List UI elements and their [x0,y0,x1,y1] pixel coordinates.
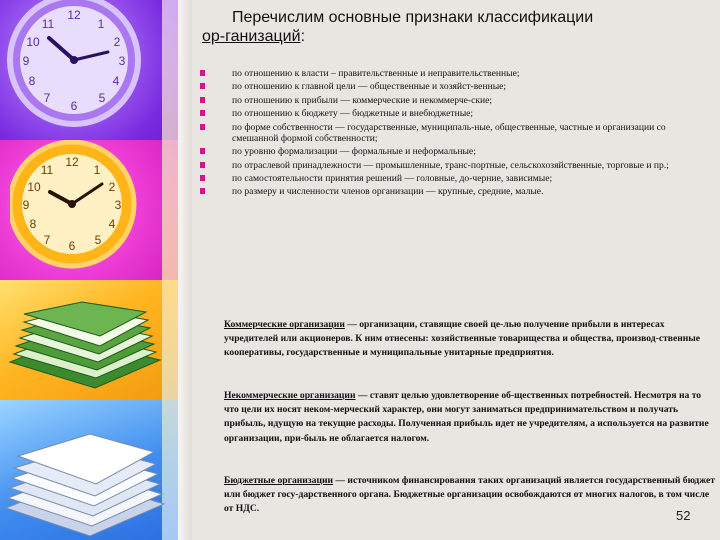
title-underlined-word: ор-ганизаций [202,28,301,45]
paper-stack-white-icon [0,412,170,540]
list-item-text: по отношению к главной цели — общественные и хозяйст-венные; [232,81,507,93]
bullet-square-icon [200,188,205,194]
svg-text:1: 1 [93,163,101,177]
orange-clock-icon [10,140,142,272]
bullet-square-icon [200,175,205,181]
list-item-text: по самостоятельности принятия решений — головные, до-черние, зависимые; [232,172,553,184]
svg-text:11: 11 [41,17,55,31]
svg-text:11: 11 [40,163,54,177]
svg-text:5: 5 [98,91,106,105]
svg-text:3: 3 [118,54,126,68]
commercial-org-paragraph [224,318,716,361]
page-number: 52 [676,508,691,523]
svg-text:7: 7 [43,91,51,105]
title-line1: Перечислим основные признаки классификации [232,9,594,26]
svg-text:12: 12 [65,155,79,169]
bullet-square-icon [200,97,205,103]
paragraph-term: Бюджетные организации [224,475,334,486]
svg-text:12: 12 [67,8,81,22]
list-item [200,186,714,197]
paragraph-text: — организации, ставящие своей це-лью получение прибыли в интересах учредителей или акционеров. К ним отнесены: хозяйственные товарищества и общества, производ-ственные кооперативы, государственные и муниципальные унитарные предприятия. [224,319,701,359]
list-item [200,95,714,106]
list-item [200,160,714,171]
classification-list [200,68,714,200]
svg-text:10: 10 [27,180,41,194]
list-item-text: по форме собственности — государственные, муниципаль-ные, общественные, частные и организации со смешанной формой собственности; [232,121,666,144]
paragraph-term: Коммерческие организации [224,319,345,330]
decorative-collage [0,0,178,540]
list-item-text: по отношению к бюджету — бюджетные и внебюджетные; [232,108,474,120]
list-item-text: по отраслевой принадлежности — промышленные, транс-портные, сельскохозяйственные, торговые и пр.; [232,159,669,171]
paragraph-term: Некоммерческие организации [224,390,356,401]
slide-title [202,8,702,46]
svg-text:8: 8 [29,217,37,231]
budget-org-paragraph [224,474,716,517]
paragraph-text: — источником финансирования таких организаций является государственный бюджет или бюджет госу-дарственного органа. Бюджетные организации освобождаются от многих налогов, в том числе от НДС. [224,475,716,515]
list-item [200,122,714,144]
bullet-square-icon [200,162,205,168]
bullet-square-icon [200,124,205,130]
svg-text:9: 9 [22,198,30,212]
svg-text:3: 3 [114,198,122,212]
svg-text:5: 5 [94,233,102,247]
list-item-text: по отношению к власти – правительственные и неправительственные; [232,68,520,79]
list-item-text: по отношению к прибыли — коммерческие и некоммерче-ские; [232,94,493,106]
svg-text:1: 1 [97,17,105,31]
paragraph-text: — ставят целью удовлетворение об-щественных потребностей. Несмотря на то что цели их носят неком-мерческий характер, они могут заниматься предпринимательством и получать прибыль, идущую на текущие расходы. Полученная прибыль идет не учредителям, а используется на развитие организации, при-быль не облагается налогом. [224,390,709,444]
svg-text:4: 4 [112,74,120,88]
bullet-square-icon [200,70,205,76]
svg-text:2: 2 [113,35,121,49]
list-item [200,108,714,119]
svg-text:4: 4 [108,217,116,231]
svg-text:9: 9 [22,54,30,68]
purple-clock-icon [4,0,144,134]
list-item [200,68,714,79]
paper-stack-green-icon [0,290,170,400]
list-item [200,81,714,92]
list-item [200,173,714,184]
svg-text:7: 7 [43,233,51,247]
list-item-text: по уровню формализации — формальные и неформальные; [232,146,476,158]
svg-text:6: 6 [70,99,78,113]
list-item [200,146,714,157]
collage-divider [178,0,192,540]
list-item-text: по размеру и численности членов организации — крупные, средние, малые. [232,186,544,198]
svg-text:8: 8 [28,74,36,88]
svg-text:6: 6 [68,239,76,253]
svg-text:2: 2 [108,180,116,194]
bullet-square-icon [200,110,205,116]
title-colon: : [300,28,306,45]
bullet-square-icon [200,148,205,154]
svg-text:10: 10 [26,35,40,49]
bullet-square-icon [200,83,205,89]
noncommercial-org-paragraph [224,389,716,446]
